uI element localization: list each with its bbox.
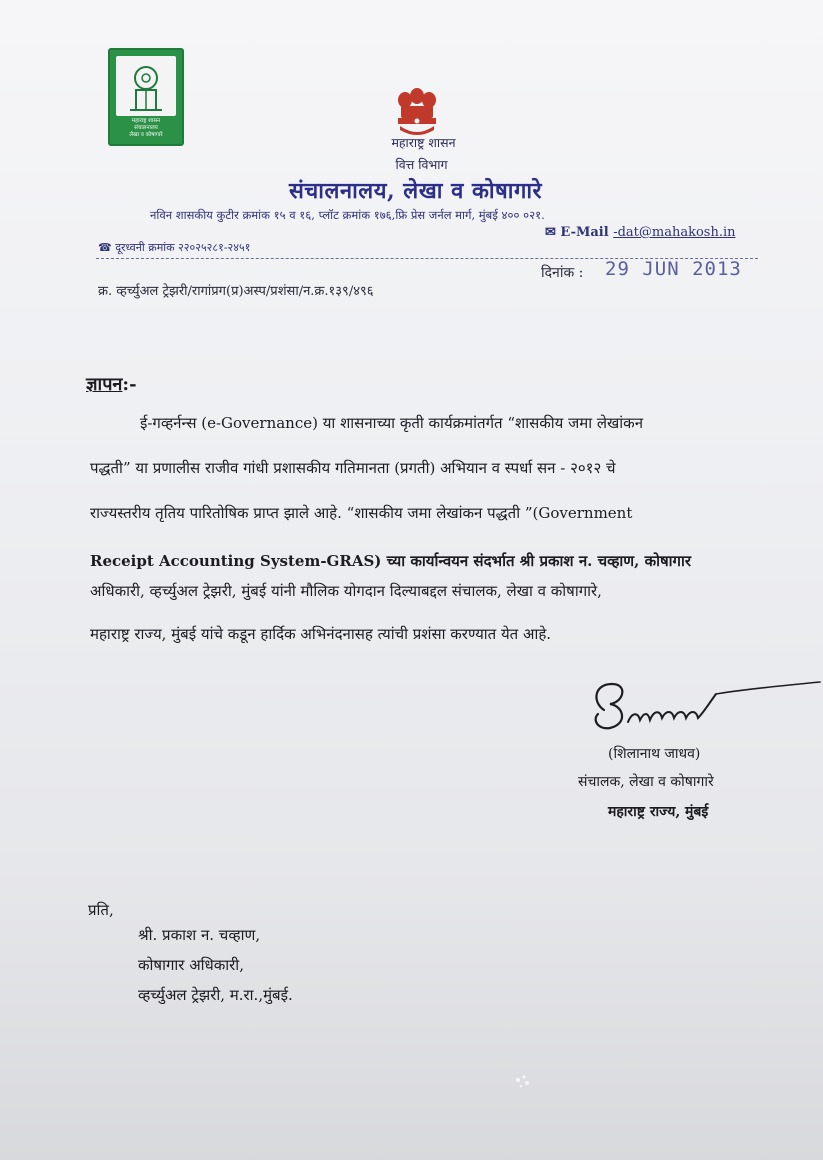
logo-caption-line: लेखा व कोषागारे (129, 132, 163, 138)
body-line: ई-गव्हर्नन्स (e-Governance) या शासनाच्या कृती कार्यक्रमांतर्गत “शासकीय जमा लेखांकन (140, 414, 644, 432)
department-name: वित्त विभाग (395, 157, 448, 172)
signatory-name: (शिलानाथ जाधव) (608, 746, 701, 762)
recipient-line: श्री. प्रकाश न. चव्हाण, (138, 926, 261, 944)
office-address: नविन शासकीय कुटीर क्रमांक १५ व १६, प्लॉट क्रमांक १७६,फ्रि प्रेस जर्नल मार्ग, मुंबई ४०० ०२१. (150, 208, 545, 222)
logo-caption-line: महाराष्ट्र शासन (131, 118, 161, 124)
date-stamp: 29 JUN 2013 (605, 258, 742, 280)
directorate-title: संचालनालय, लेखा व कोषागारे (288, 178, 543, 204)
date-label: दिनांक : (541, 265, 584, 281)
recipient-label: प्रति, (88, 901, 114, 919)
signatory-place: महाराष्ट्र राज्य, मुंबई (608, 804, 709, 820)
department-logo (108, 48, 184, 146)
handwritten-signature (588, 672, 823, 744)
body-line: राज्यस्तरीय तृतिय पारितोषिक प्राप्त झाले आहे. “शासकीय जमा लेखांकन पद्धती ”(Government (90, 504, 633, 522)
memo-heading (86, 372, 137, 396)
body-line: Receipt Accounting System-GRAS) च्या कार्यान्वयन संदर्भात श्री प्रकाश न. चव्हाण, कोषागार (90, 552, 692, 570)
memo-heading-text: ज्ञापन (86, 374, 123, 395)
email-label: ✉ E-Mail (545, 225, 614, 240)
body-line: पद्धती” या प्रणालीस राजीव गांधी प्रशासकीय गतिमानता (प्रगती) अभियान व स्पर्धा सन - २०१२ चे (90, 459, 616, 477)
body-line: महाराष्ट्र राज्य, मुंबई यांचे कडून हार्दिक अभिनंदनासह त्यांची प्रशंसा करण्यात येत आहे. (90, 625, 552, 643)
ashoka-emblem-icon (394, 86, 440, 138)
reference-number: क्र. व्हर्च्युअल ट्रेझरी/रागांप्रग(प्र)अस्प/प्रशंसा/न.क्र.१३९/४९६ (98, 284, 374, 299)
paper-mark (510, 1070, 536, 1092)
signatory-title: संचालक, लेखा व कोषागारे (578, 774, 714, 790)
recipient-line: व्हर्च्युअल ट्रेझरी, म.रा.,मुंबई. (138, 986, 293, 1004)
logo-caption-line: संचालनालय (134, 125, 158, 131)
memo-heading-suffix: :- (122, 374, 137, 395)
phone-number: ☎ दूरध्वनी क्रमांक २२०२५२८१-२४५१ (98, 241, 251, 254)
recipient-line: कोषागार अधिकारी, (138, 956, 244, 974)
email-link[interactable]: -dat@mahakosh.in (613, 225, 736, 240)
email-line (545, 225, 736, 240)
body-line: अधिकारी, व्हर्च्युअल ट्रेझरी, मुंबई यांनी मौलिक योगदान दिल्याबद्दल संचालक, लेखा व कोषागारे, (90, 582, 602, 600)
government-name: महाराष्ट्र शासन (391, 135, 456, 150)
